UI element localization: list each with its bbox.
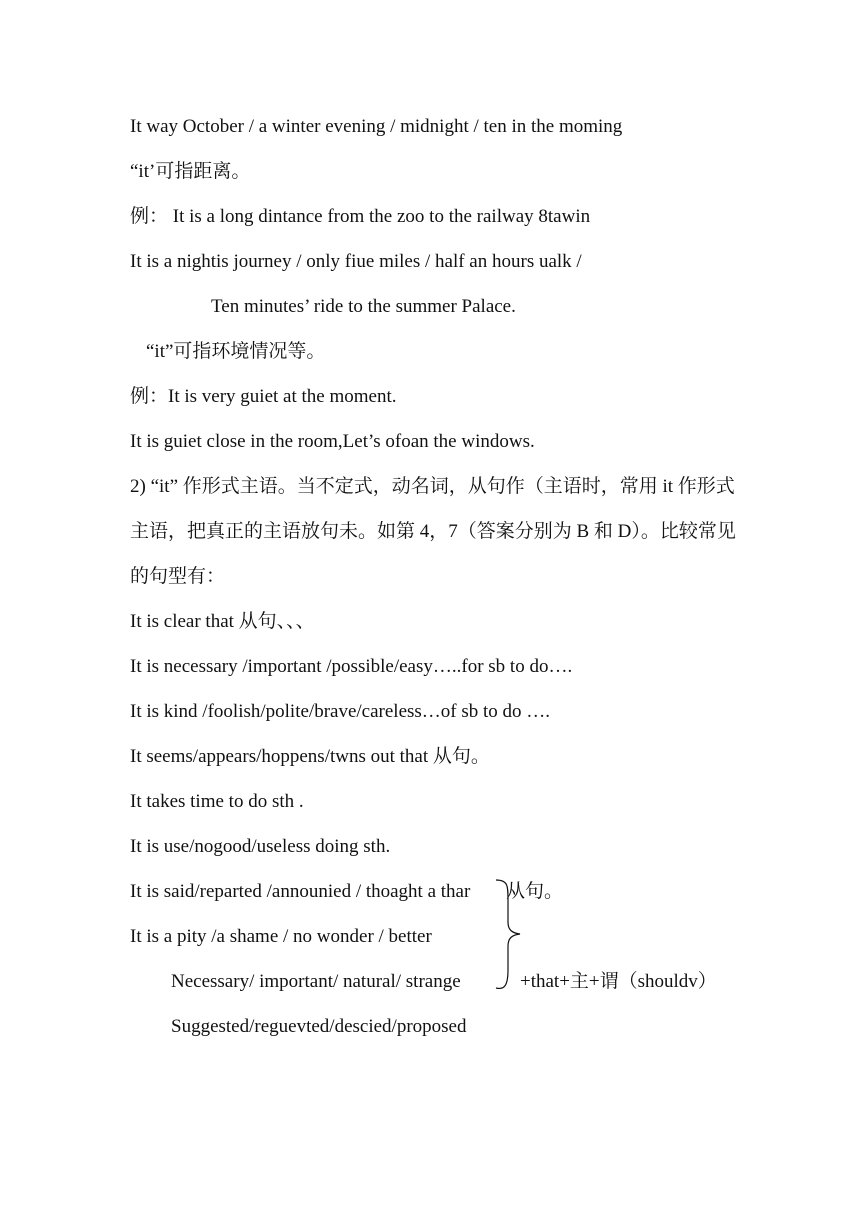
text-line: It is a nightis journey / only fiue miles / half an hours ualk /: [130, 251, 582, 272]
text-line: Ten minutes’ ride to the summer Palace.: [211, 296, 516, 317]
text-line: “it”可指环境情况等。: [146, 341, 326, 362]
text-line: 例： It is a long dintance from the zoo to the railway 8tawin: [130, 206, 591, 227]
curly-brace-icon: [494, 878, 530, 994]
text-line: It is necessary /important /possible/easy…..for sb to do….: [130, 656, 573, 677]
text-line: It way October / a winter evening / midnight / ten in the moming: [130, 116, 623, 137]
text-line: Suggested/reguevted/descied/proposed: [171, 1016, 467, 1037]
text-line: It is kind /foolish/polite/brave/careless…of sb to do ….: [130, 701, 551, 722]
text-line: It takes time to do sth .: [130, 791, 304, 812]
text-line: It is clear that 从句、、、: [130, 611, 315, 632]
text-line: 主语，把真正的主语放句未。如第 4，7（答案分别为 B 和 D）。比较常见: [130, 521, 736, 542]
text-line: Necessary/ important/ natural/ strange: [171, 971, 461, 992]
text-line: “it’可指距离。: [130, 161, 251, 182]
text-line: It is said/reparted /announied / thoaght a thar: [130, 881, 471, 902]
text-line: +that+主+谓（shouldv）: [520, 971, 717, 992]
text-line: 的句型有：: [130, 566, 226, 587]
text-line: It is use/nogood/useless doing sth.: [130, 836, 391, 857]
text-line: It seems/appears/hoppens/twns out that 从句。: [130, 746, 490, 767]
text-line: It is guiet close in the room,Let’s ofoan the windows.: [130, 431, 535, 452]
text-line: It is a pity /a shame / no wonder / better: [130, 926, 432, 947]
text-line: 2) “it” 作形式主语。当不定式，动名词，从句作（主语时，常用 it 作形式: [130, 476, 735, 497]
text-line: 从句。: [506, 881, 564, 902]
text-line: 例：It is very guiet at the moment.: [130, 386, 397, 407]
